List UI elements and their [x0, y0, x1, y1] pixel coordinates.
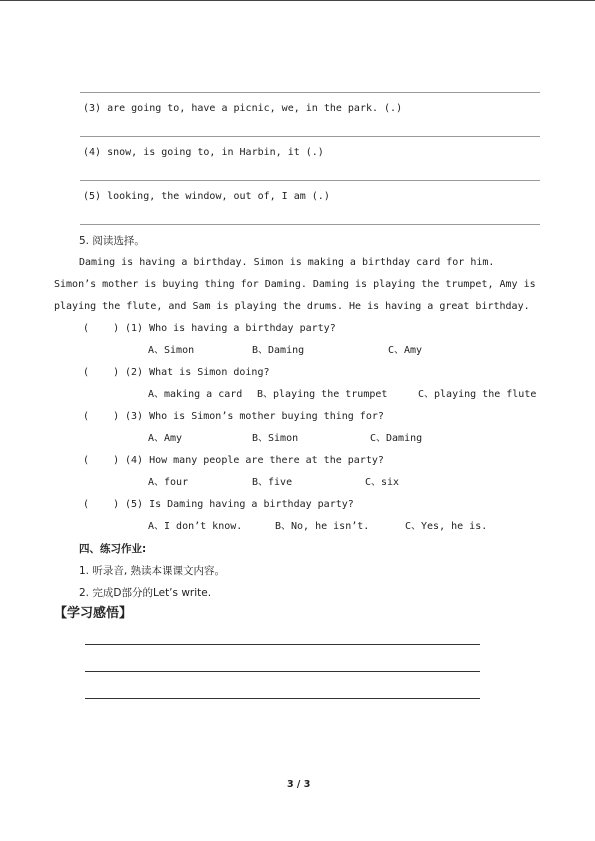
question-text: (5) Is Daming having a birthday party?: [125, 499, 354, 510]
answer-bracket[interactable]: ( ): [83, 323, 120, 334]
passage-line: Daming is having a birthday. Simon is making a birthday card for him.: [79, 257, 495, 268]
question-text: (1) Who is having a birthday party?: [125, 323, 336, 334]
page-number: 3 / 3: [287, 779, 311, 790]
option-c: C、six: [365, 477, 400, 488]
writing-line: [85, 644, 480, 645]
question-text: (4) How many people are there at the party?: [125, 455, 384, 466]
divider-line: [80, 92, 540, 93]
reorder-item-4: (4) snow, is going to, in Harbin, it (.): [83, 147, 324, 158]
writing-line: [85, 671, 480, 672]
answer-bracket[interactable]: ( ): [83, 367, 120, 378]
option-b: B、five: [252, 477, 293, 488]
option-c: C、Daming: [370, 433, 423, 444]
option-a: A、I don’t know.: [148, 521, 243, 532]
option-b: B、Daming: [252, 345, 305, 356]
homework-item: 1. 听录音, 熟读本课课文内容。: [79, 565, 226, 577]
homework-title: 四、练习作业:: [79, 543, 147, 555]
homework-item: 2. 完成D部分的Let’s write.: [79, 587, 212, 599]
passage-line: playing the flute, and Sam is playing the drums. He is having a great birthday.: [54, 301, 530, 312]
divider-line: [80, 180, 540, 181]
question-text: (2) What is Simon doing?: [125, 367, 270, 378]
option-b: B、No, he isn’t.: [275, 521, 370, 532]
option-c: C、Amy: [388, 345, 423, 356]
option-a: A、four: [148, 477, 189, 488]
divider-line: [80, 224, 540, 225]
option-a: A、Amy: [148, 433, 183, 444]
page-top-border: [0, 0, 595, 1]
divider-line: [80, 136, 540, 137]
option-c: C、Yes, he is.: [405, 521, 488, 532]
option-a: A、making a card: [148, 389, 243, 400]
option-c: C、playing the flute: [418, 389, 537, 400]
writing-line: [85, 698, 480, 699]
answer-bracket[interactable]: ( ): [83, 455, 120, 466]
option-b: B、Simon: [252, 433, 299, 444]
reflection-title: 【学习感悟】: [54, 606, 133, 621]
reorder-item-5: (5) looking, the window, out of, I am (.): [83, 191, 330, 202]
section-title: 5. 阅读选择。: [79, 235, 145, 247]
option-b: B、playing the trumpet: [257, 389, 388, 400]
reorder-item-3: (3) are going to, have a picnic, we, in the park. (.): [83, 103, 403, 114]
question-text: (3) Who is Simon’s mother buying thing for?: [125, 411, 384, 422]
passage-line: Simon’s mother is buying thing for Daming. Daming is playing the trumpet, Amy is: [54, 279, 536, 290]
answer-bracket[interactable]: ( ): [83, 499, 120, 510]
answer-bracket[interactable]: ( ): [83, 411, 120, 422]
option-a: A、Simon: [148, 345, 195, 356]
